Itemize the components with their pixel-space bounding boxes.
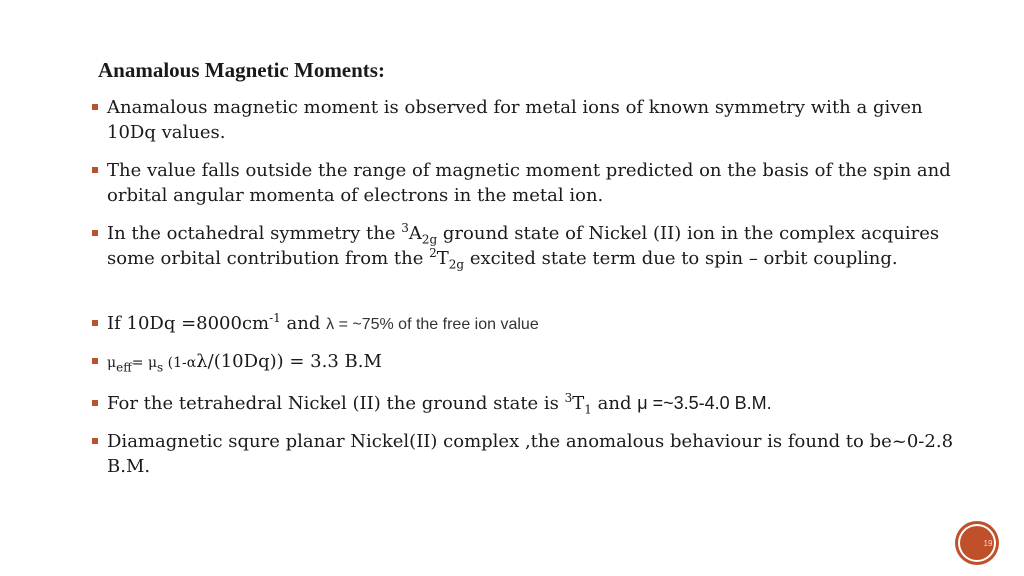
bullet-text: In the octahedral symmetry the — [107, 223, 402, 244]
bullet-mu-eff-formula — [92, 349, 382, 376]
formula-text: (1-α — [163, 355, 197, 371]
bullet-tetrahedral — [92, 391, 772, 416]
square-bullet-icon — [92, 104, 98, 110]
term-symbol: A — [408, 223, 422, 244]
bullet-text: If 10Dq =8000cm — [107, 313, 270, 334]
square-bullet-icon — [92, 400, 98, 406]
term-symbol: T — [436, 248, 449, 269]
mu-range: μ =~3.5-4.0 B.M. — [637, 393, 772, 413]
term-subscript: 1 — [584, 402, 592, 417]
bullet-text: excited state term due to spin – orbit coupling. — [464, 248, 898, 269]
slide-title: Anamalous Magnetic Moments: — [98, 58, 385, 82]
mu-symbol: μ — [147, 355, 158, 371]
bullet-square-planar — [92, 429, 972, 479]
square-bullet-icon — [92, 320, 98, 326]
bullet-text: and — [280, 313, 327, 334]
square-bullet-icon — [92, 438, 98, 444]
formula-text: = — [131, 355, 148, 371]
term-superscript: 3 — [401, 221, 409, 235]
bullet-text: Diamagnetic squre planar Nickel(II) complex ,the anomalous behaviour is found to be~0-2.8 B.M. — [107, 431, 954, 477]
bullet-value-range — [92, 158, 972, 208]
slide-number-badge — [958, 524, 996, 562]
slide-number: 19 — [983, 538, 993, 548]
bullet-text: For the tetrahedral Nickel (II) the ground state is — [107, 393, 565, 414]
square-bullet-icon — [92, 358, 98, 364]
term-superscript: 2 — [429, 246, 437, 260]
square-bullet-icon — [92, 230, 98, 236]
bullet-text: Anamalous magnetic moment is observed for metal ions of known symmetry with a given 10Dq values. — [107, 97, 923, 143]
formula-subscript: s — [157, 360, 164, 375]
bullet-octahedral — [92, 221, 972, 271]
term-subscript: 2g — [421, 232, 438, 247]
mu-symbol: μ — [107, 355, 117, 371]
unit-superscript: -1 — [269, 311, 281, 325]
bullet-anomalous-definition — [92, 95, 972, 145]
lambda-note: λ = ~75% of the free ion value — [326, 316, 539, 333]
bullet-text: The value falls outside the range of magnetic moment predicted on the basis of the spin and orbital angular momenta of electrons in the metal ion. — [107, 160, 951, 206]
bullet-10dq-value — [92, 311, 539, 337]
term-superscript: 3 — [564, 391, 573, 405]
formula-subscript: eff — [116, 360, 132, 375]
formula-text: λ/(10Dq)) = 3.3 B.M — [196, 351, 382, 372]
square-bullet-icon — [92, 167, 98, 173]
bullet-text: ground state of Nickel (II) ion in the complex acquires some orbital contribution from the — [107, 223, 940, 269]
term-subscript: 2g — [448, 257, 465, 272]
term-symbol: T — [572, 393, 585, 414]
bullet-text: and — [591, 393, 638, 414]
